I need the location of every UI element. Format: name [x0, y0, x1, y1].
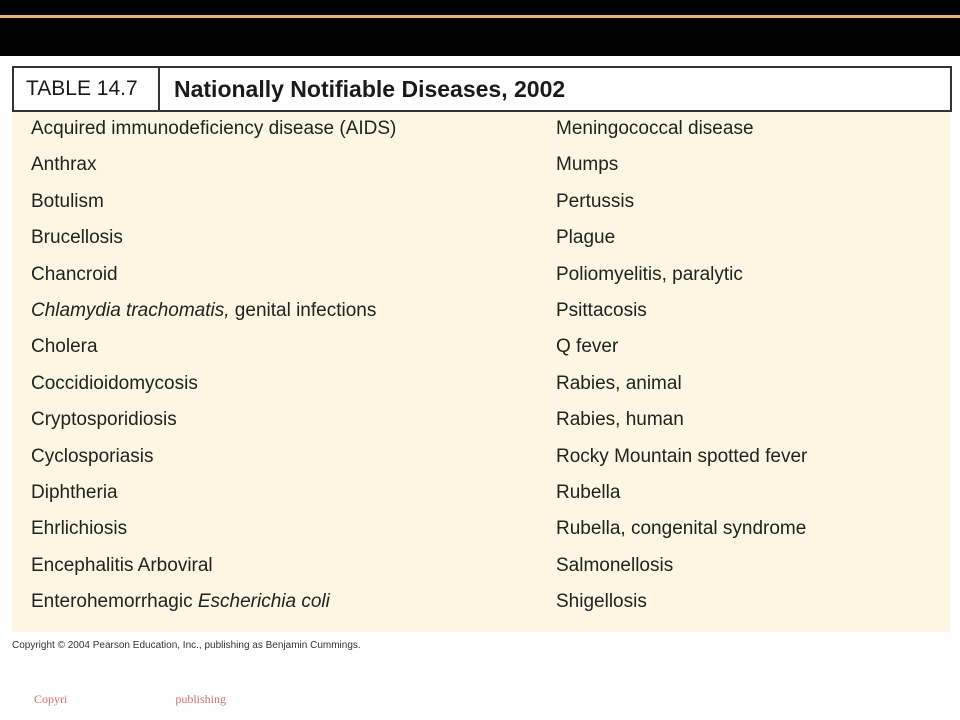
disease-item: [556, 225, 807, 261]
disease-text: Salmonellosis: [556, 554, 674, 576]
table-title: Nationally Notifiable Diseases, 2002: [174, 76, 566, 102]
disease-text: Cyclosporiasis: [31, 445, 154, 467]
disease-item: [31, 189, 396, 225]
disease-text: Coccidioidomycosis: [31, 372, 198, 394]
copyright-notice: Copyright © 2004 Pearson Education, Inc., publishing as Benjamin Cummings.: [12, 640, 361, 651]
disease-item: [31, 553, 396, 589]
disease-text: Diphtheria: [31, 481, 118, 503]
disease-text: Q fever: [556, 336, 619, 358]
disease-item: [31, 516, 396, 552]
disease-text: Rocky Mountain spotted fever: [556, 445, 808, 467]
disease-text: Acquired immunodeficiency disease (AIDS): [31, 118, 397, 139]
disease-text: Shigellosis: [556, 591, 647, 613]
accent-line: [0, 15, 960, 18]
disease-text: Chlamydia trachomatis,: [31, 299, 230, 321]
disease-item: [31, 444, 396, 480]
disease-list-right: [556, 116, 807, 625]
disease-item: [556, 371, 807, 407]
disease-text: Mumps: [556, 154, 619, 176]
disease-text: Rubella: [556, 481, 621, 503]
disease-item: [31, 116, 396, 152]
table-header: [12, 66, 952, 112]
disease-text: Pertussis: [556, 190, 635, 212]
top-bar: [0, 0, 960, 56]
disease-item: [556, 407, 807, 443]
disease-item: [31, 298, 396, 334]
disease-item: [556, 152, 807, 188]
disease-text: Meningococcal disease: [556, 118, 754, 139]
disease-text: Cryptosporidiosis: [31, 409, 177, 431]
table-panel: [12, 66, 950, 632]
disease-text: genital infections: [229, 299, 377, 321]
disease-text: Chancroid: [31, 263, 118, 285]
disease-item: [31, 225, 396, 261]
disease-item: [31, 589, 396, 625]
disease-item: [556, 189, 807, 225]
disease-text: Ehrlichiosis: [31, 518, 128, 540]
disease-text: Anthrax: [31, 154, 97, 176]
disease-item: [556, 262, 807, 298]
disease-item: [556, 480, 807, 516]
disease-text: Botulism: [31, 190, 104, 212]
disease-item: [31, 152, 396, 188]
disease-item: [556, 444, 807, 480]
disease-text: Rabies, animal: [556, 372, 682, 394]
disease-item: [31, 262, 396, 298]
disease-text: Cholera: [31, 336, 98, 358]
disease-item: [31, 371, 396, 407]
disease-text: Encephalitis Arboviral: [31, 554, 213, 576]
disease-item: [31, 480, 396, 516]
disease-text: Rabies, human: [556, 409, 684, 431]
disease-item: [31, 334, 396, 370]
disease-text: Escherichia coli: [197, 591, 330, 613]
disease-text: Rubella, congenital syndrome: [556, 518, 807, 540]
disease-text: Psittacosis: [556, 299, 647, 321]
disease-item: [556, 553, 807, 589]
disease-item: [31, 407, 396, 443]
disease-item: [556, 116, 807, 152]
disease-text: Brucellosis: [31, 227, 123, 249]
footer-text: Copyri publishing: [34, 692, 227, 706]
table-number: TABLE 14.7: [14, 68, 160, 110]
disease-text: Poliomyelitis, paralytic: [556, 263, 743, 285]
disease-list-left: [31, 116, 396, 625]
disease-text: Enterohemorrhagic: [31, 591, 198, 613]
disease-item: [556, 589, 807, 625]
disease-text: Plague: [556, 227, 616, 249]
disease-item: [556, 298, 807, 334]
disease-item: [556, 516, 807, 552]
disease-item: [556, 334, 807, 370]
